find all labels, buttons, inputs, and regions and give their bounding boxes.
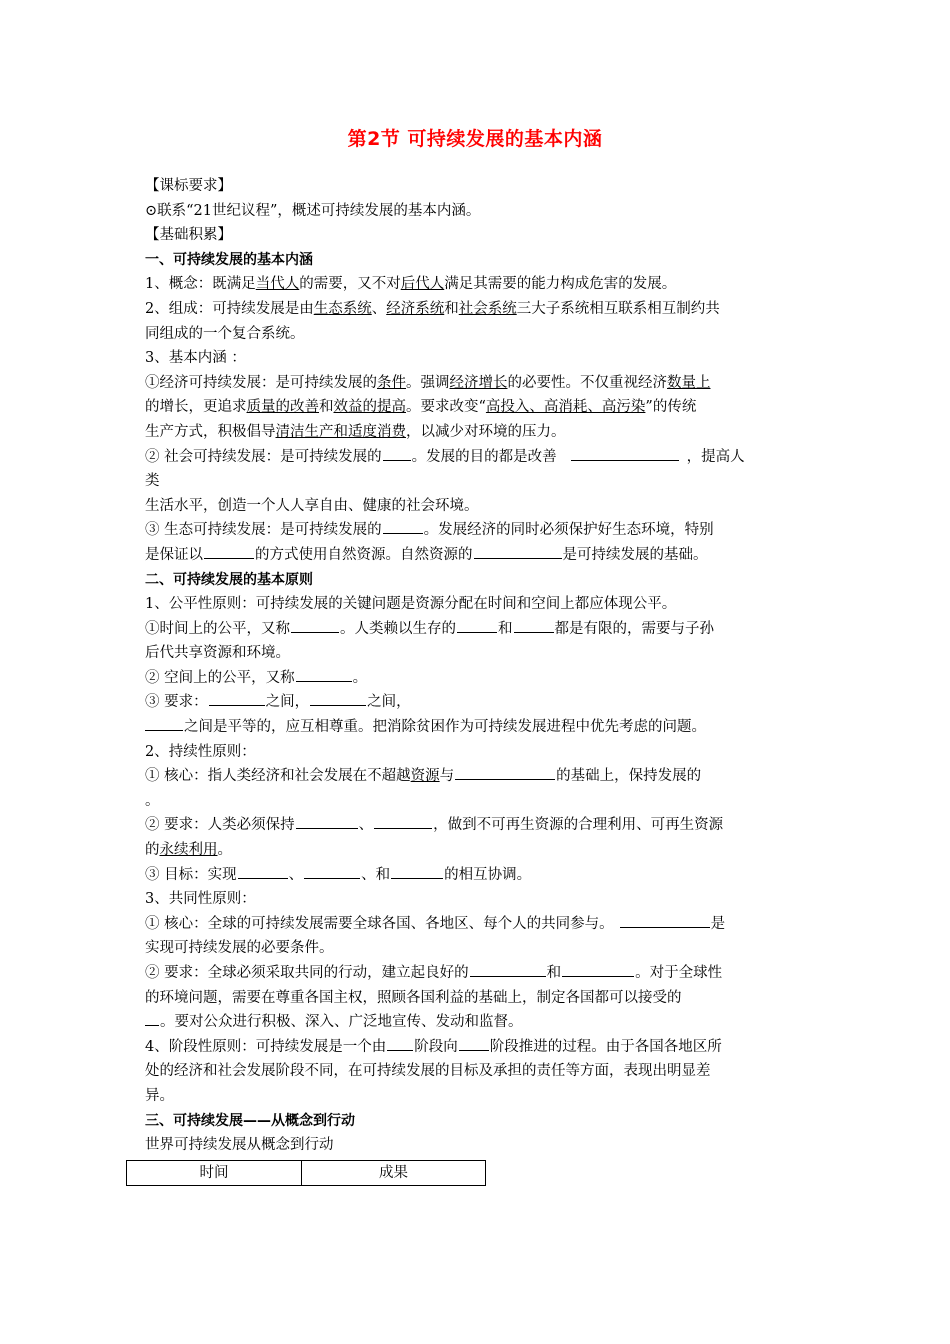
text-line: 处的经济和社会发展阶段不同，在可持续发展的目标及承担的责任等方面，表现出明显差 (145, 1063, 711, 1080)
fill-blank[interactable] (387, 1035, 413, 1051)
fill-blank[interactable] (296, 813, 358, 829)
curriculum-text: ⊙联系“21世纪议程”，概述可持续发展的基本内涵。 (145, 202, 481, 219)
text-line: 类 (145, 473, 160, 490)
text-line: ① 核心：指人类经济和社会发展在不超越资源与 的基础上，保持发展的 (145, 764, 810, 789)
text-line: 4、阶段性原则：可持续发展是一个由 阶段向 阶段推进的过程。由于各国各地区所 (145, 1035, 810, 1060)
text-line: 3、共同性原则： (145, 891, 256, 908)
page-title: 第2节 可持续发展的基本内涵 (347, 128, 603, 150)
fill-blank[interactable] (455, 764, 555, 780)
text-line: 的环境问题，需要在尊重各国主权，照顾各国利益的基础上，制定各国都可以接受的 (145, 989, 682, 1006)
fill-blank[interactable] (459, 1035, 489, 1051)
text-line: 的永续利用。 (145, 842, 232, 859)
fill-blank[interactable] (374, 813, 432, 829)
text-line: ①经济可持续发展：是可持续发展的条件。强调经济增长的必要性。不仅重视经济数量上 (145, 374, 711, 391)
text-line: 1、公平性原则：可持续发展的关键问题是资源分配在时间和空间上都应体现公平。 (145, 596, 677, 613)
text-line: 生活水平，创造一个人人享自由、健康的社会环境。 (145, 497, 479, 514)
text-line: 实现可持续发展的必要条件。 (145, 940, 334, 957)
table-header-result: 成果 (302, 1160, 486, 1186)
fill-blank[interactable] (204, 543, 254, 559)
text-line: ①时间上的公平，又称 。人类赖以生存的 和 都是有限的，需要与子孙 (145, 617, 810, 642)
text-line: 。 (145, 792, 160, 809)
fill-blank[interactable] (238, 863, 288, 879)
heading-1: 一、可持续发展的基本内涵 (145, 251, 313, 268)
fill-blank[interactable] (571, 445, 679, 461)
fill-blank[interactable] (383, 518, 423, 534)
text-line: 3、基本内涵 ： (145, 350, 246, 367)
fill-blank[interactable] (383, 445, 411, 461)
text-line: 2、组成：可持续发展是由生态系统、经济系统和社会系统三大子系统相互联系相互制约共 (145, 300, 720, 317)
table-caption: 世界可持续发展从概念到行动 (145, 1137, 334, 1154)
fill-blank[interactable] (145, 1010, 159, 1026)
text-line: 生产方式，积极倡导清洁生产和适度消费，以减少对环境的压力。 (145, 423, 566, 440)
fill-blank[interactable] (209, 690, 265, 706)
text-line: ① 核心：全球的可持续发展需要全球各国、各地区、每个人的共同参与。 是 (145, 912, 810, 937)
text-line: 1、概念：既满足当代人的需要，又不对后代人满足其需要的能力构成危害的发展。 (145, 276, 677, 293)
text-line: ② 社会可持续发展：是可持续发展的 。发展的目的都是改善 ，提高人 (145, 445, 810, 470)
fill-blank[interactable] (304, 863, 360, 879)
text-line: 2、持续性原则： (145, 743, 256, 760)
fill-blank[interactable] (470, 961, 546, 977)
text-line: 的增长，更追求质量的改善和效益的提高。要求改变“高投入、高消耗、高污染”的传统 (145, 399, 697, 416)
fill-blank[interactable] (145, 715, 183, 731)
fill-blank[interactable] (310, 690, 366, 706)
text-line: 后代共享资源和环境。 (145, 645, 290, 662)
fill-blank[interactable] (291, 617, 339, 633)
achievements-table (126, 1160, 486, 1187)
table-header-row (127, 1160, 486, 1186)
section-label: 【基础积累】 (145, 227, 232, 244)
fill-blank[interactable] (474, 543, 562, 559)
worksheet-body (145, 174, 810, 1186)
fill-blank[interactable] (514, 617, 554, 633)
fill-blank[interactable] (562, 961, 634, 977)
text-line: ③ 要求： 之间， 之间， (145, 690, 810, 715)
text-line: 之间是平等的，应互相尊重。把消除贫困作为可持续发展进程中优先考虑的问题。 (145, 715, 810, 740)
text-line: 。要对公众进行积极、深入、广泛地宣传、发动和监督。 (145, 1010, 810, 1035)
text-line: 异。 (145, 1087, 174, 1104)
fill-blank[interactable] (457, 617, 497, 633)
text-line: 是保证以 的方式使用自然资源。自然资源的 是可持续发展的基础。 (145, 543, 810, 568)
text-line: ② 要求：人类必须保持 、 ，做到不可再生资源的合理利用、可再生资源 (145, 813, 810, 838)
heading-3: 三、可持续发展——从概念到行动 (145, 1112, 355, 1129)
text-line: ③ 生态可持续发展：是可持续发展的 。发展经济的同时必须保护好生态环境，特别 (145, 518, 810, 543)
heading-2: 二、可持续发展的基本原则 (145, 571, 313, 588)
text-line: ② 空间上的公平，又称 。 (145, 666, 810, 691)
table-header-time: 时间 (127, 1160, 302, 1186)
fill-blank[interactable] (620, 912, 710, 928)
fill-blank[interactable] (391, 863, 443, 879)
fill-blank[interactable] (296, 666, 352, 682)
text-line: 同组成的一个复合系统。 (145, 325, 305, 342)
text-line: ② 要求：全球必须采取共同的行动，建立起良好的 和 。对于全球性 (145, 961, 810, 986)
text-line: ③ 目标：实现 、 、和 的相互协调。 (145, 863, 810, 888)
section-label: 【课标要求】 (145, 178, 232, 194)
